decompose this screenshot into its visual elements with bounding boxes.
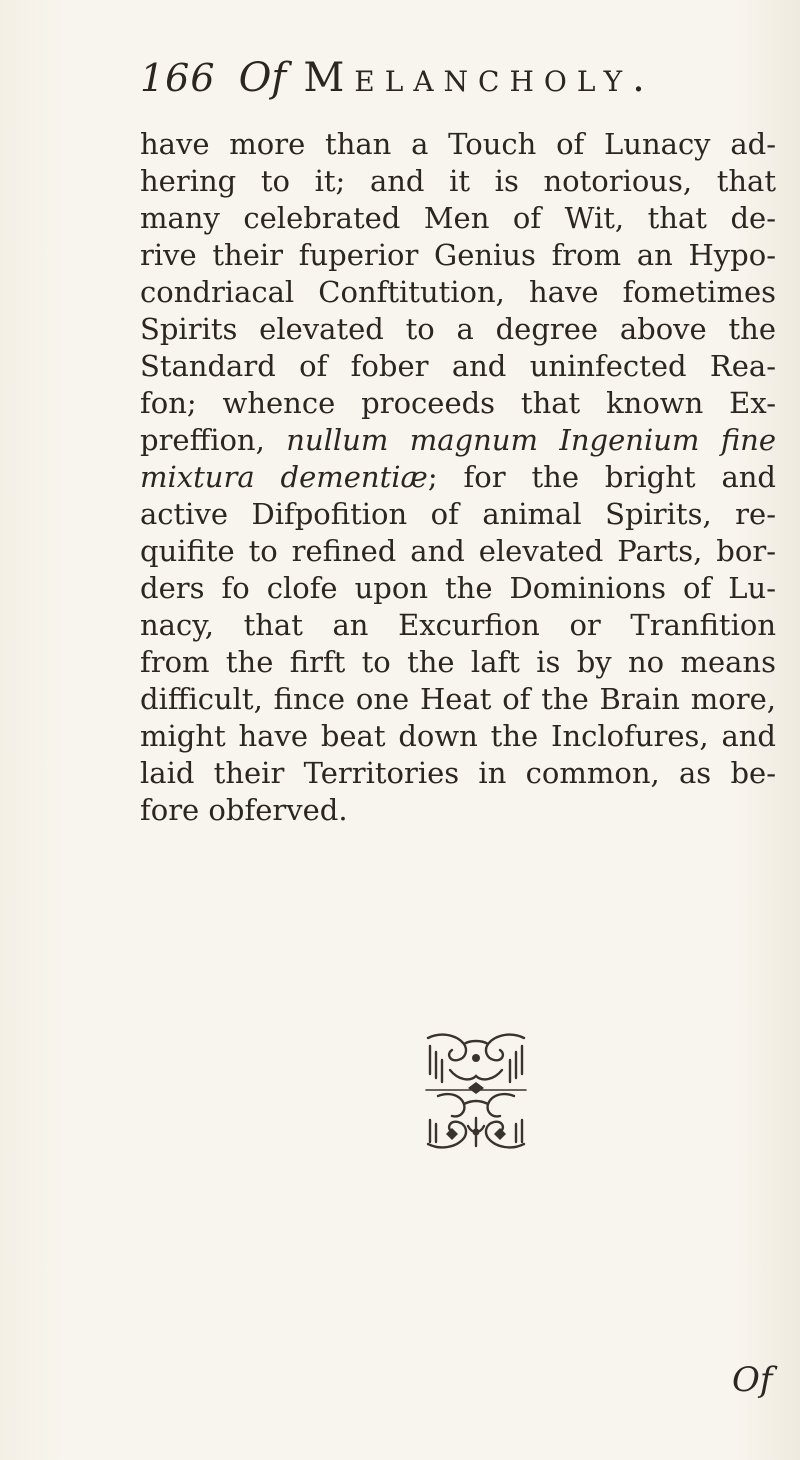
running-head-title: Melancholy. [303,55,655,101]
text-line: condriacal Conftitution, have fometimes [140,275,776,309]
text-line: Spirits elevated to a degree above the [140,312,776,346]
page-number: 166 [140,56,216,100]
latin-phrase: nullum magnum Ingenium fine [286,423,776,457]
running-header [140,55,700,115]
text-line: laid their Territories in common, as be- [140,756,776,790]
catchword: Of [732,1360,773,1400]
text-line: from the firft to the laft is by no means [140,645,776,679]
text-line: Standard of fober and uninfected Rea- [140,349,776,383]
text-line-mixed [140,422,776,459]
text-line: rive their fuperior Genius from an Hypo- [140,238,776,272]
text-line: nacy, that an Excurfion or Tranfition [140,608,776,642]
text-line: active Difpofition of animal Spirits, re- [140,497,776,531]
text-line: hering to it; and it is notorious, that [140,164,776,198]
latin-phrase: mixtura dementiæ [140,460,428,494]
text-line: many celebrated Men of Wit, that de- [140,201,776,235]
text-line: might have beat down the Inclofures, and [140,719,776,753]
body-text [140,126,800,829]
text-segment: preffion, [140,423,265,457]
running-head-of: Of [238,55,287,101]
text-line: fore obferved. [140,793,348,827]
text-line: fon; whence proceeds that known Ex- [140,386,776,420]
text-line-mixed [140,459,776,496]
text-line: ders fo clofe upon the Dominions of Lu- [140,571,776,605]
text-line: difficult, fince one Heat of the Brain more, [140,682,776,716]
text-line: have more than a Touch of Lunacy ad- [140,127,776,161]
text-segment: ; for the bright and [427,460,776,494]
printers-ornament-icon [420,1030,532,1152]
text-line: quifite to refined and elevated Parts, bor- [140,534,776,568]
